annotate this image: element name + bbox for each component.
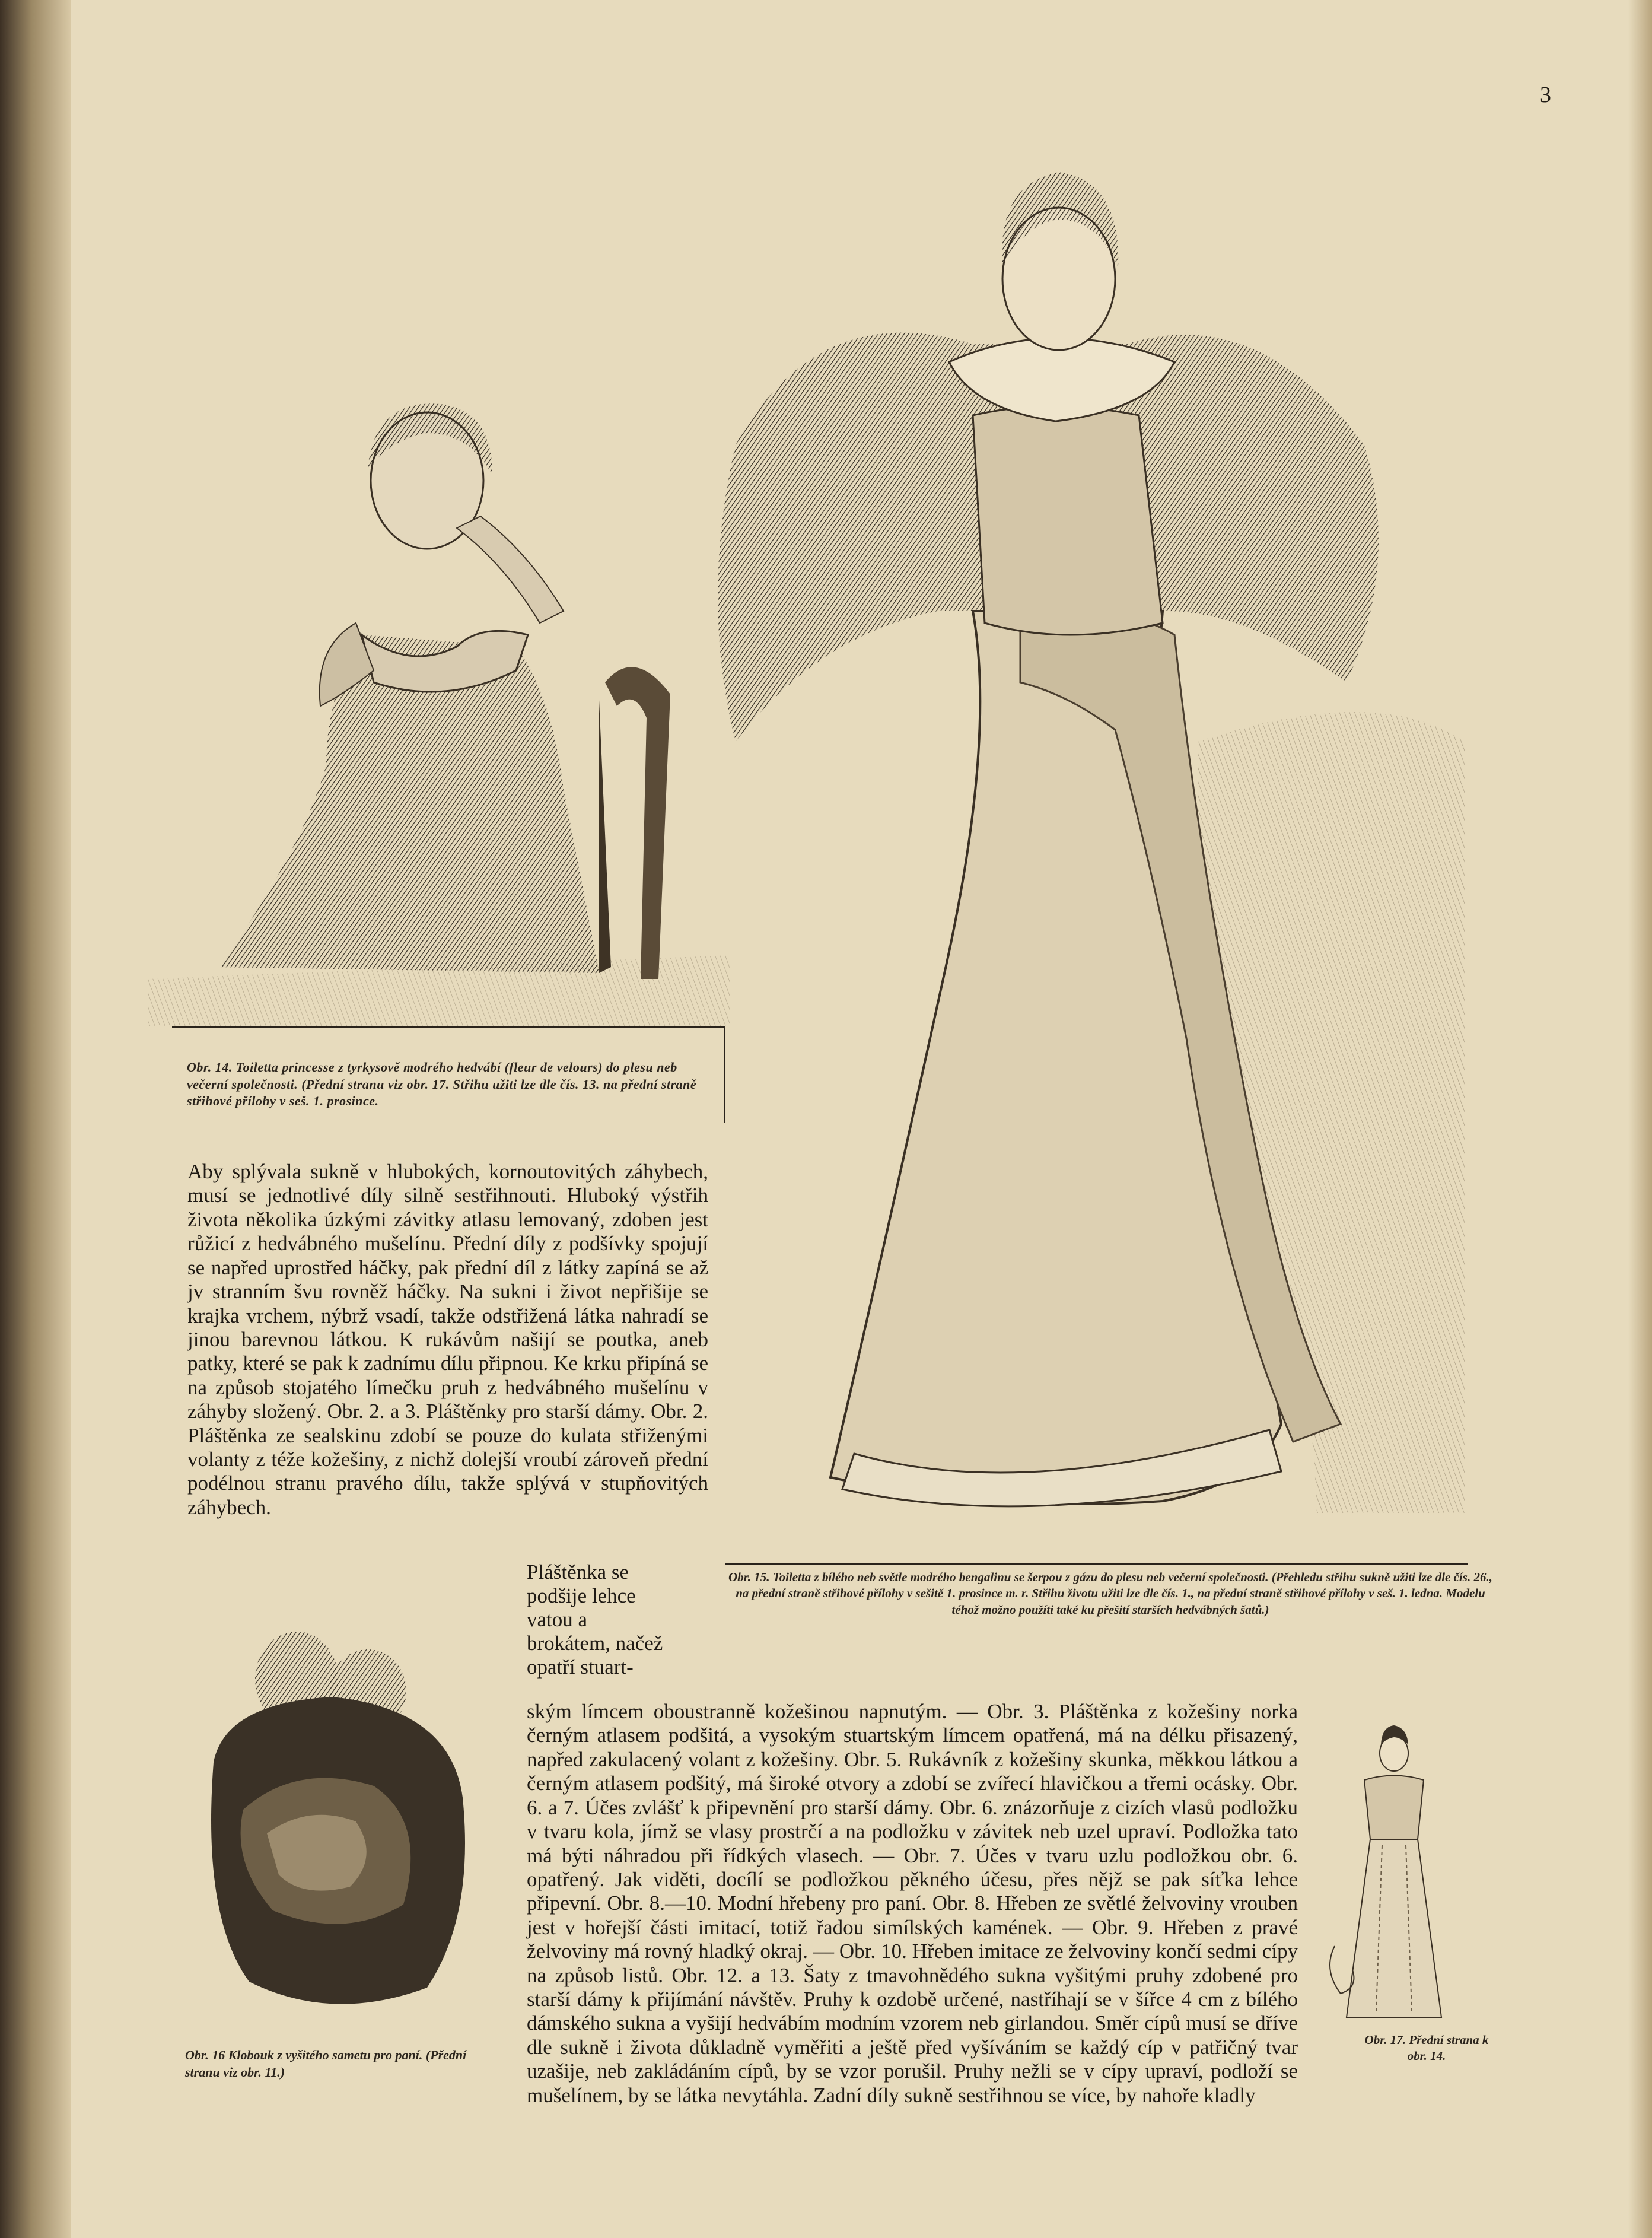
illustration-fig16-hat [178, 1608, 492, 2035]
page-number: 3 [1540, 82, 1551, 107]
caption-fig15: Obr. 15. Toiletta z bílého neb světle modrého bengalinu se šerpou z gázu do plesu neb večerní společnosti. (Přehledu střihu sukně užiti lze dle čís. 26., na přední straně střihové přílohy v sešitě 1. prosince m. r. Střihu životu užiti lze dle čís. 1., na přední straně střihové přílohy v seš. 1. ledna. Modelu téhož možno použíti také ku přešití starších hedvábných šatů.) [728, 1570, 1492, 1617]
page-gutter-shadow [0, 0, 71, 2238]
fig15-bottom-rule [725, 1563, 1468, 1565]
illustration-fig14-seated-woman [148, 314, 741, 1026]
illustration-fig15-standing-woman [664, 148, 1465, 1563]
page-edge [1628, 0, 1652, 2238]
caption-fig14: Obr. 14. Toiletta princesse z tyrkysově modrého hedvábí (fleur de velours) do plesu neb večerní společnosti. (Přední stranu viz obr. 17. Střihu užiti lze dle čís. 13. na přední straně střihové přílohy v seš. 1. prosince. [187, 1060, 697, 1109]
caption-fig17: Obr. 17. Přední strana k obr. 14. [1364, 2033, 1489, 2064]
illustration-fig17-front-view [1317, 1721, 1471, 2029]
body-text-column-1: Aby splývala sukně v hlubokých, kornoutovitých záhybech, musí se jednotlivé díly silně sestřihnouti. Hluboký výstřih života několika úzkými závitky atlasu lemovaný, zdoben jest růžicí z hedvábného mušelínu. Přední díly z podšívky spojují se napřed uprostřed háčky, pak přední díl z látky zapíná se až jv stranním švu rovněž háčky. Na sukni i život nepřišije se krajka vrchem, nýbrž vsadí, takže odstřižená látka nahradí se jinou barevnou látkou. K rukávům našijí se poutka, aneb patky, které se pak k zadnímu dílu připnou. Ke krku připíná se na způsob stojatého límečku pruh z hedvábného mušelínu v záhyby složený. Obr. 2. a 3. Pláštěnky pro starší dámy. Obr. 2. Pláštěnka ze sealskinu zdobí se pouze do kulata střiženými volanty z téže kožešiny, z nichž dolejší vroubí zároveň přední podélnou stranu pravého dílu, takže splývá v stupňovitých záhybech. [187, 1160, 708, 1519]
body-text-column-2: ským límcem oboustranně kožešinou napnutým. — Obr. 3. Pláštěnka z kožešiny norka černým atlasem podšitá, a vysokým stuartským límcem opatřená, má na délku přisazený, napřed zakulacený volant z kožešiny. Obr. 5. Rukávník z kožešiny skunka, měkkou látkou a černým atlasem podšitý, má široké otvory a zdobí se zvířecí hlavičkou a třemi ocásky. Obr. 6. a 7. Účes zvlášť k připevnění pro starší dámy. Obr. 6. znázorňuje z cizích vlasů podložku v tvaru kola, jímž se vlasy prostrčí a na podložku v závitek neb uzel upraví. Podložka tato má býti náhradou při řídkých vlasech. — Obr. 7. Účes v tvaru uzlu podložkou obr. 6. opatřený. Jak viděti, docílí se podložkou pěkného účesu, přes nějž se pak síťka lehce připevní. Obr. 8.—10. Modní hřebeny pro paní. Obr. 8. Hřeben ze světlé želvoviny vrouben jest v hořejší části imitací, totiž řadou simílských kamének. — Obr. 9. Hřeben z pravé želvoviny má rovný hladký okraj. — Obr. 10. Hřeben imitace ze želvoviny končí sedmi cípy na způsob listů. Obr. 12. a 13. Šaty z tmavohnědého sukna vyšitými pruhy zdobené pro starší dámy k přijímání návštěv. Pruhy k ozdobě určené, nastříhají se v šířce 4 cm z bílého dámského sukna a vyšijí hedvábím modním vzorem neb girlandou. Směr cípů musí se dříve dle sukně i života důkladně vyměřiti a ještě před vyšíváním se každý cíp v patřičný tvar uzašije, neb zakládáním cípů, by se vzor porušil. Pruhy nežli se v cípy upraví, podloží se mušelínem, by se látka nevytáhla. Zadní díly sukně sestřihnou se více, by nahoře kladly [527, 1700, 1298, 2107]
caption-fig16: Obr. 16 Klobouk z vyšitého sametu pro paní. (Přední stranu viz obr. 11.) [185, 2048, 467, 2080]
body-text-narrow-column: Pláštěnka se podšije lehce vatou a brokátem, načež opatří stuart- [527, 1560, 663, 1678]
